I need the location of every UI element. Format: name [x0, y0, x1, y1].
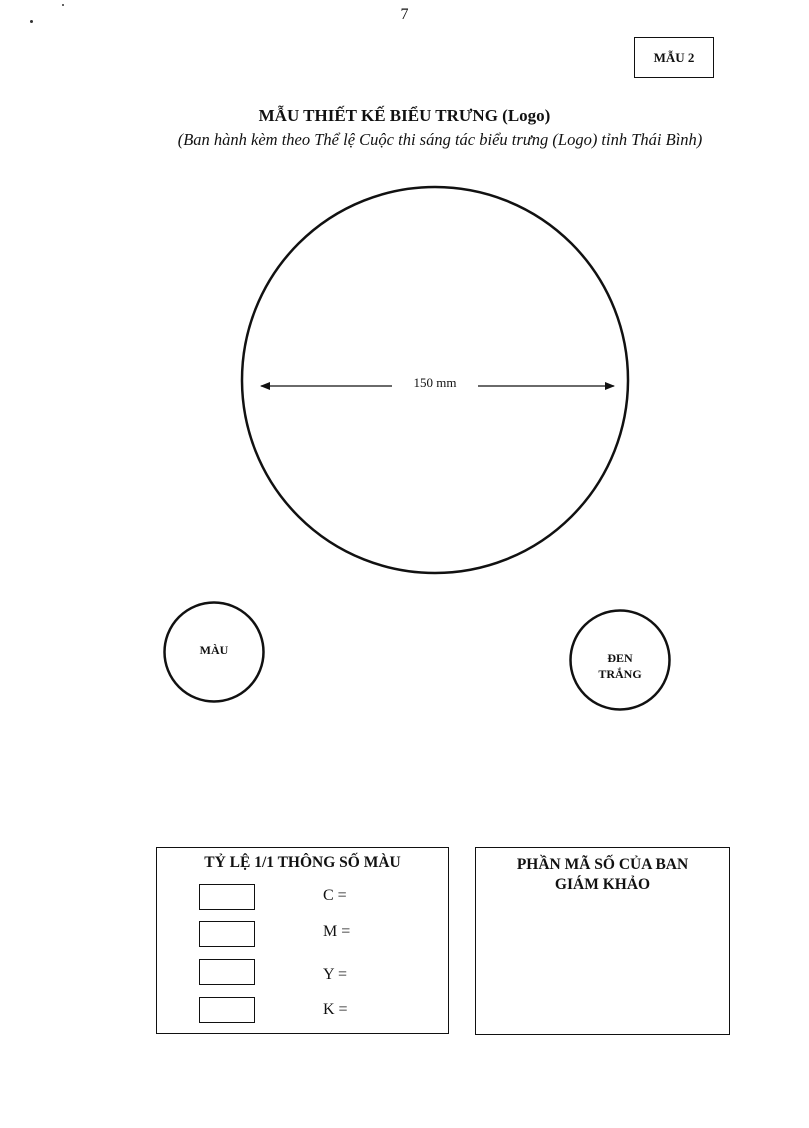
- form-badge: MẪU 2: [634, 37, 714, 78]
- color-swatch-c: [199, 884, 255, 910]
- black-white-version-label: [570, 650, 670, 682]
- channel-m-label: M =: [323, 923, 351, 940]
- document-subtitle: (Ban hành kèm theo Thể lệ Cuộc thi sáng tác biểu trưng (Logo) tỉnh Thái Bình): [177, 130, 703, 149]
- judges-code-box: [475, 847, 730, 1035]
- channel-k-label: K =: [323, 1001, 348, 1018]
- black-label: ĐEN: [607, 651, 633, 665]
- color-swatch-k: [199, 997, 255, 1023]
- document-title: MẪU THIẾT KẾ BIỂU TRƯNG (Logo): [258, 106, 551, 125]
- channel-c-label: C =: [323, 887, 347, 904]
- color-version-label: MÀU: [199, 643, 229, 657]
- color-swatch-m: [199, 921, 255, 947]
- dimension-label: 150 mm: [392, 375, 478, 391]
- judges-code-title-line1: PHẦN MÃ SỐ CỦA BAN: [516, 856, 689, 873]
- page-number: 7: [400, 6, 409, 23]
- color-spec-box: [156, 847, 449, 1034]
- color-swatch-y: [199, 959, 255, 985]
- judges-code-title-line2: GIÁM KHẢO: [554, 876, 651, 893]
- white-label: TRẮNG: [598, 667, 642, 681]
- color-spec-title: TỶ LỆ 1/1 THÔNG SỐ MÀU: [204, 854, 401, 871]
- judges-code-title: [476, 855, 729, 895]
- channel-y-label: Y =: [323, 966, 347, 983]
